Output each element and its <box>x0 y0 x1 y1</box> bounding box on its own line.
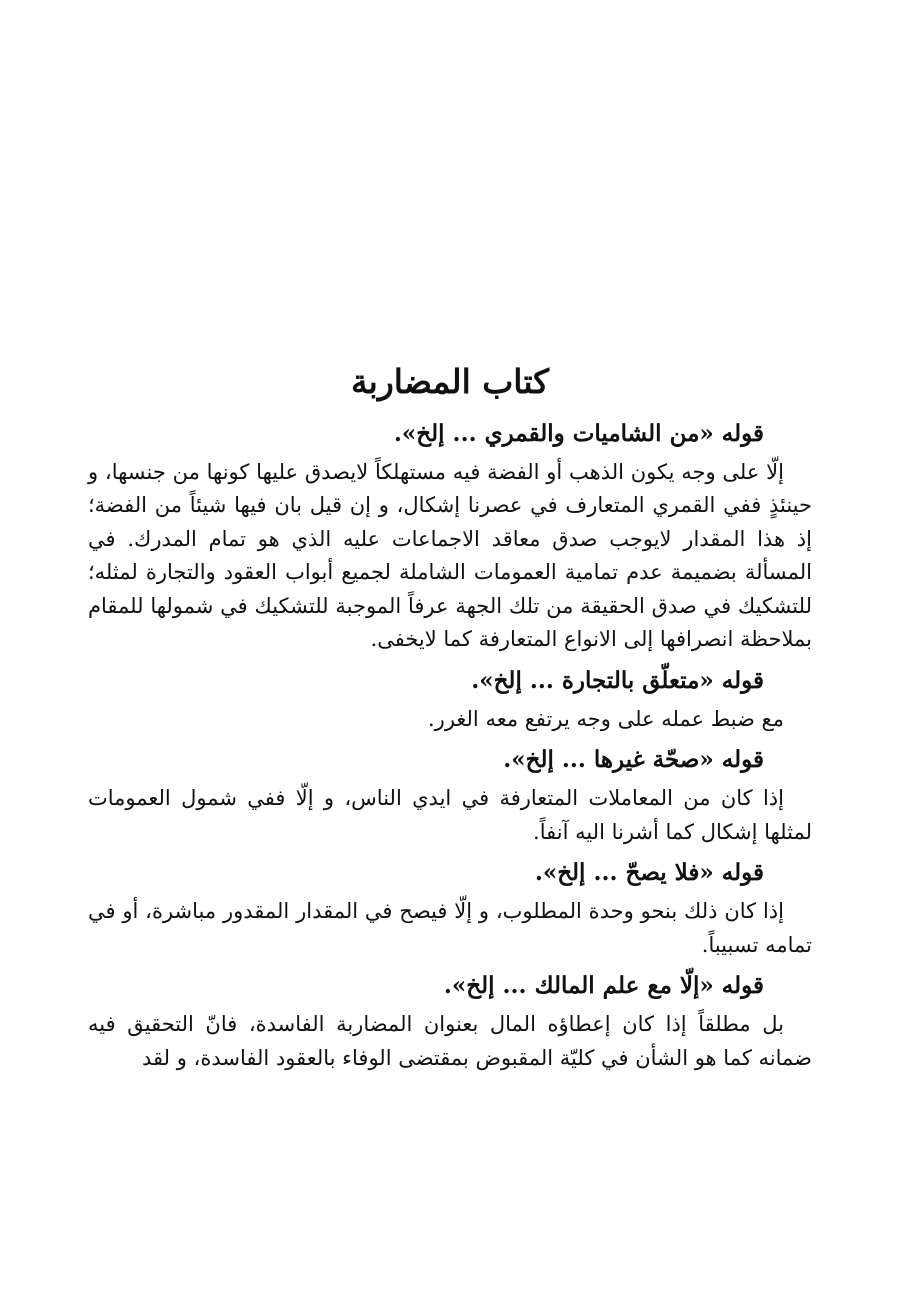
section-heading: قوله «إلّا مع علم المالك ... إلخ». <box>443 972 764 1000</box>
section-paragraph: مع ضبط عمله على وجه يرتفع معه الغرر. <box>428 706 784 731</box>
section-5 <box>88 968 812 1075</box>
section-2 <box>88 663 812 737</box>
section-paragraph: إذا كان ذلك بنحو وحدة المطلوب، و إلّا فيصح في المقدار المقدور مباشرة، أو في تمامه تسبيباً. <box>88 899 812 957</box>
section-heading: قوله «صحّة غيرها ... إلخ». <box>503 746 764 774</box>
section-3 <box>88 742 812 849</box>
section-heading: قوله «من الشاميات والقمري ... إلخ». <box>393 419 764 447</box>
section-1 <box>88 416 812 657</box>
section-4 <box>88 855 812 962</box>
section-paragraph: بل مطلقاً إذا كان إعطاؤه المال بعنوان المضاربة الفاسدة، فانّ التحقيق فيه ضمانه كما هو الشأن في كليّة المقبوض بمقتضى الوفاء بالعقود الفاسدة، و لقد <box>88 1012 812 1070</box>
section-heading: قوله «فلا يصحّ ... إلخ». <box>534 859 764 887</box>
section-heading: قوله «متعلّق بالتجارة ... إلخ». <box>471 666 764 694</box>
section-paragraph: إذا كان من المعاملات المتعارفة في ايدي الناس، و إلّا ففي شمول العمومات لمثلها إشكال كما أشرنا اليه آنفاً. <box>88 786 812 844</box>
chapter-title: كتاب المضاربة <box>350 362 550 401</box>
section-paragraph: إلّا على وجه يكون الذهب أو الفضة فيه مستهلكاً لايصدق عليها كونها من جنسها، و حينئذٍ ففي القمري المتعارف في عصرنا إشكال، و إن قيل بان فيها شيئاً من الفضة؛ إذ هذا المقدار لايوجب صدق معاقد الاجماعات عليه الذي هو تمام المدرك. في المسألة بضميمة عدم تمامية العمومات الشاملة لجميع أبواب العقود والتجارة لمثله؛ للتشكيك في صدق الحقيقة من تلك الجهة عرفاً الموجبة للتشكيك في شمولها للمقام بملاحظة انصرافها إلى الانواع المتعارفة كما لايخفى. <box>88 459 813 652</box>
page-body <box>88 362 812 1081</box>
